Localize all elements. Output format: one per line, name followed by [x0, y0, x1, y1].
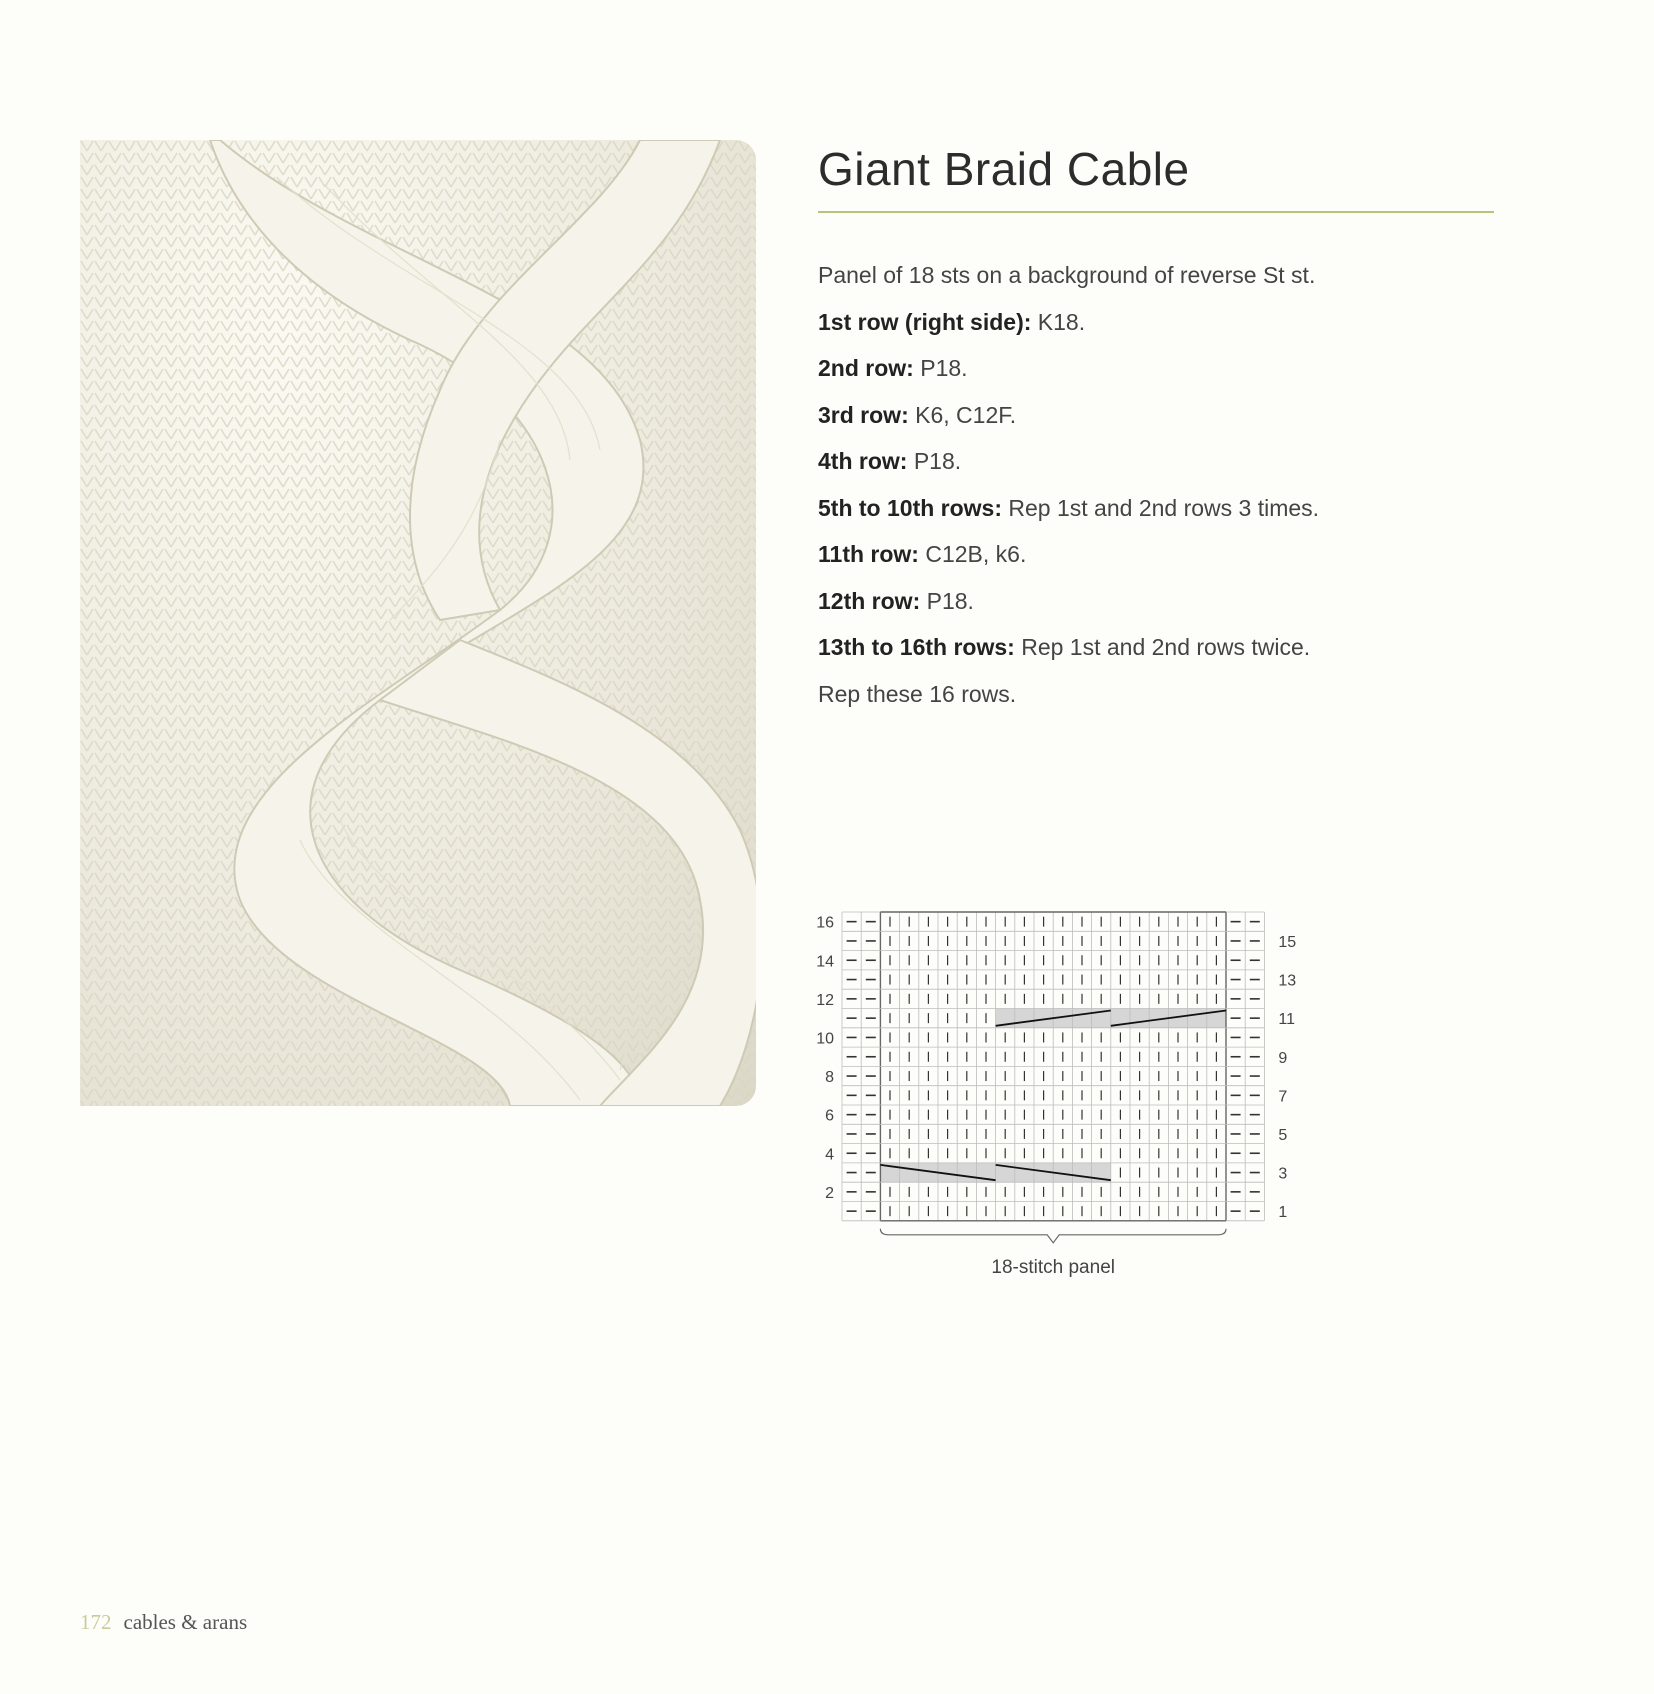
section-name: cables & arans: [123, 1610, 248, 1634]
row-text: Rep 1st and 2nd rows 3 times.: [1008, 494, 1320, 521]
row-number-right: 15: [1278, 933, 1297, 951]
row-number-right: 11: [1278, 1011, 1296, 1029]
row-instruction: [818, 578, 1498, 625]
swatch-photo: [80, 140, 756, 1106]
stitch-chart: [800, 905, 1300, 1290]
row-text: P18.: [926, 587, 974, 614]
page-footer: [80, 1610, 247, 1635]
row-number-right: 3: [1278, 1165, 1288, 1183]
row-number-right: 1: [1278, 1204, 1288, 1222]
row-text: C12B, k6.: [925, 541, 1027, 567]
intro-line: Panel of 18 sts on a background of reverse St st.: [818, 262, 1316, 288]
row-text: P18.: [920, 355, 968, 381]
row-text: K6, C12F.: [915, 401, 1017, 428]
row-instruction: [818, 392, 1498, 439]
row-label: 11th row:: [818, 541, 919, 567]
chart-grid: [800, 905, 1300, 1285]
row-number-left: 8: [825, 1069, 834, 1087]
row-text: K18.: [1037, 308, 1086, 335]
row-label: 12th row:: [818, 587, 921, 614]
row-label: 4th row:: [818, 448, 908, 474]
row-number-right: 13: [1278, 972, 1297, 990]
row-label: 13th to 16th rows:: [818, 634, 1015, 660]
row-label: 1st row (right side):: [818, 308, 1032, 335]
row-label: 3rd row:: [818, 401, 909, 428]
row-instruction: [818, 345, 1498, 392]
title-divider: [818, 211, 1494, 213]
row-number-left: 2: [825, 1184, 834, 1202]
row-number-right: 9: [1278, 1049, 1288, 1067]
row-number-left: 10: [816, 1030, 834, 1048]
row-number-left: 12: [816, 991, 834, 1009]
pattern-instructions: [818, 252, 1498, 717]
panel-label: 18-stitch panel: [991, 1256, 1115, 1278]
row-text: Rep 1st and 2nd rows twice.: [1021, 634, 1311, 660]
row-number-left: 16: [816, 914, 834, 932]
row-text: P18.: [913, 448, 962, 474]
panel-brace: [880, 1229, 1226, 1243]
row-number-right: 7: [1278, 1088, 1288, 1106]
row-instruction: [818, 624, 1498, 671]
row-instruction: [818, 299, 1498, 346]
row-instruction: [818, 531, 1498, 578]
page-title: Giant Braid Cable: [818, 143, 1190, 195]
row-instruction: [818, 485, 1498, 532]
row-number-right: 5: [1278, 1126, 1288, 1144]
row-number-left: 14: [816, 953, 834, 971]
page-number: 172: [80, 1610, 112, 1634]
row-label: 2nd row:: [818, 355, 914, 381]
row-number-left: 6: [825, 1107, 834, 1125]
row-number-left: 4: [825, 1146, 834, 1164]
row-label: 5th to 10th rows:: [818, 494, 1003, 521]
outro-line: Rep these 16 rows.: [818, 680, 1017, 707]
row-instruction: [818, 438, 1498, 485]
braid-cable-illustration: [80, 140, 756, 1106]
